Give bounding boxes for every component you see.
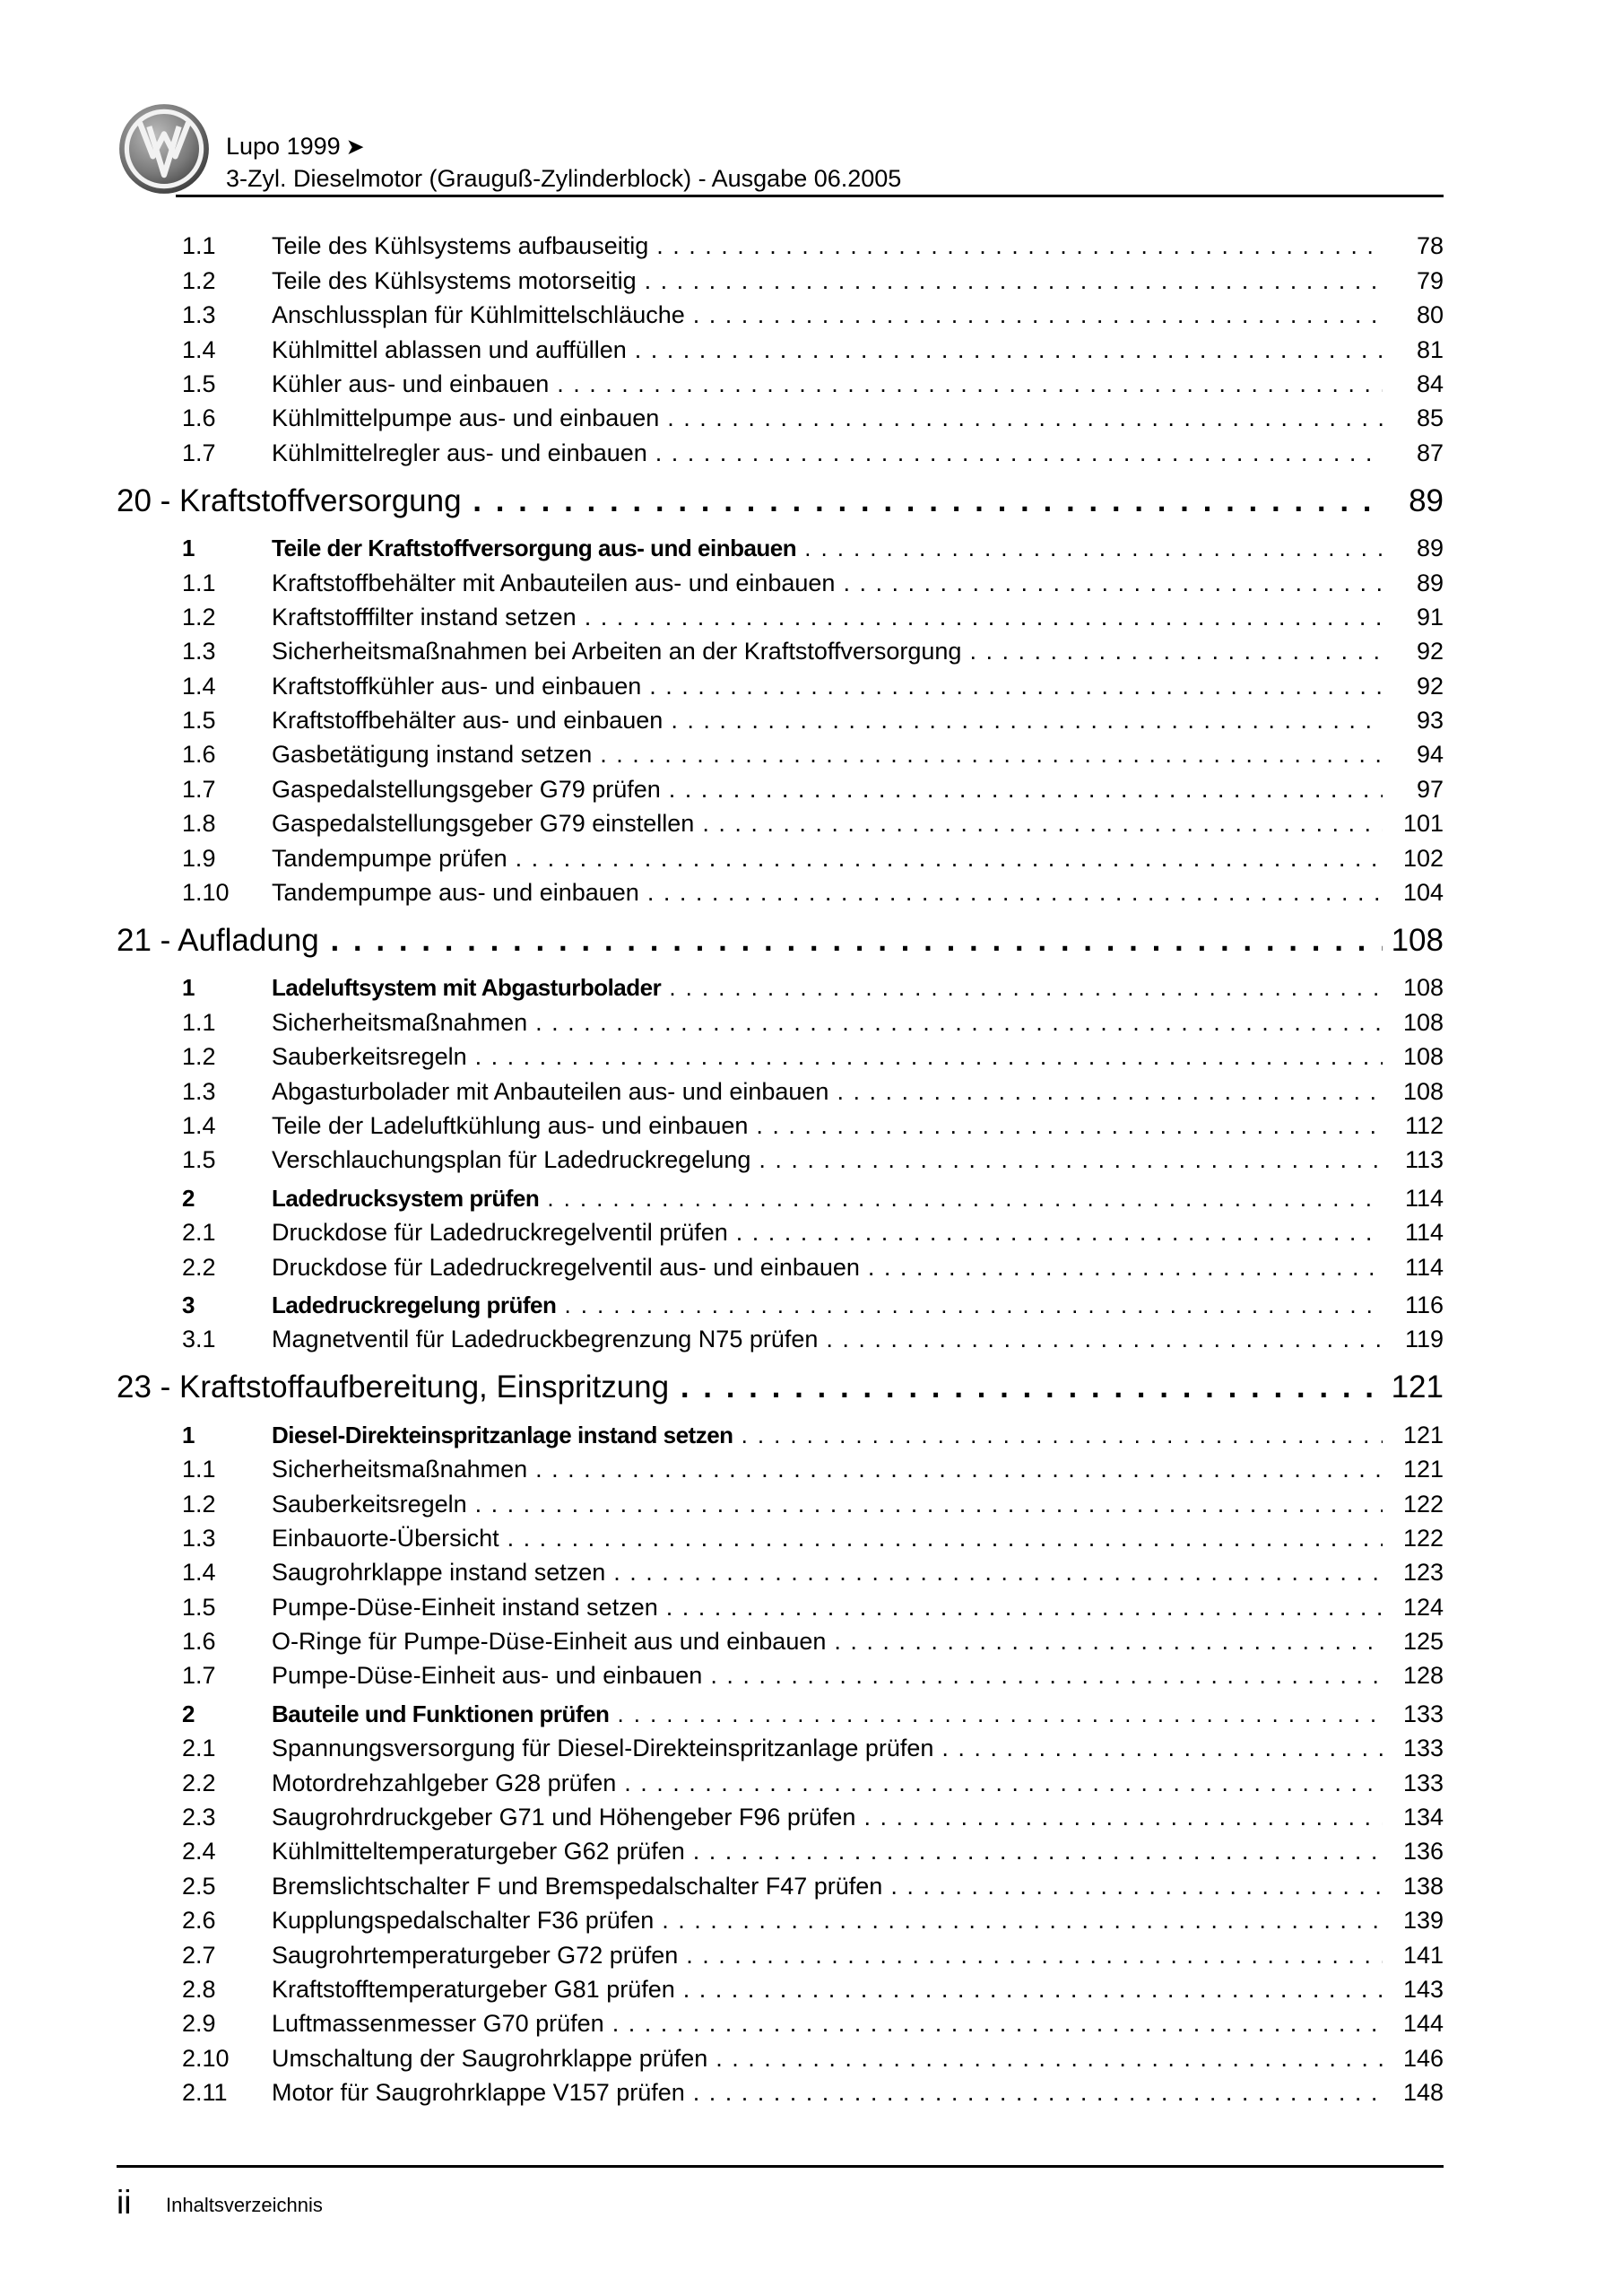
toc-entry-page[interactable]: 114 [1404,1184,1444,1212]
toc-entry-page[interactable]: 143 [1402,1975,1444,2003]
toc-entry[interactable] [117,1005,1444,1039]
toc-chapter-page[interactable]: 89 [1409,483,1444,518]
toc-entry-title[interactable]: Einbauorte-Übersicht . . . [272,1525,1383,1552]
toc-entry-page[interactable]: 80 [1416,301,1444,329]
toc-section[interactable] [117,1697,1444,1731]
toc-entry[interactable] [117,807,1444,841]
toc-section[interactable] [117,1181,1444,1215]
toc-entry-title[interactable]: Sicherheitsmaßnahmen . . . [272,1009,1383,1036]
toc-entry-page[interactable]: 102 [1402,844,1444,872]
toc-entry[interactable] [117,1109,1444,1144]
toc-section[interactable] [117,1289,1444,1323]
toc-entry-title[interactable]: Diesel-Direkteinspritzanlage instand setzen . . . [272,1422,1383,1448]
toc-entry-title[interactable]: Gaspedalstellungsgeber G79 prüfen . . . [272,776,1383,803]
toc-entry-page[interactable]: 114 [1404,1219,1444,1247]
toc-entry-title[interactable]: Kraftstoffbehälter aus- und einbauen . . . [272,707,1383,734]
toc-entry-number: 1.2 [182,266,216,294]
toc-entry-page[interactable]: 133 [1402,1700,1444,1727]
toc-entry-number: 1.7 [182,1662,216,1690]
toc-entry-number: 1.5 [182,370,216,397]
toc-entry-page[interactable]: 97 [1416,775,1444,803]
toc-entry[interactable] [117,601,1444,635]
toc-entry-page[interactable]: 84 [1416,370,1444,397]
toc-entry-title[interactable]: Bauteile und Funktionen prüfen . . . [272,1700,1383,1727]
toc-entry[interactable] [117,1487,1444,1521]
toc-entry-title[interactable]: Kraftstoffkühler aus- und einbauen . . . [272,673,1383,700]
toc-entry-page[interactable]: 78 [1416,232,1444,260]
toc-entry-number: 1.5 [182,1146,216,1174]
toc-entry-page[interactable]: 146 [1402,2044,1444,2072]
toc-entry[interactable] [117,1040,1444,1074]
toc-entry[interactable] [117,566,1444,600]
toc-entry-page[interactable]: 148 [1402,2079,1444,2107]
toc-entry[interactable] [117,1766,1444,1800]
toc-entry-title[interactable]: Kühlmitteltemperaturgeber G62 prüfen . . . [272,1838,1383,1865]
toc-entry-title[interactable]: Kühlmittel ablassen und auffüllen . . . [272,336,1383,363]
toc-entry-title[interactable]: Kraftstofffilter instand setzen . . . [272,604,1383,631]
footer-page-number: ii [117,2184,132,2221]
toc-entry-page[interactable]: 108 [1402,974,1444,1002]
toc-entry-page[interactable]: 114 [1404,1253,1444,1281]
toc-entry-number: 1.1 [182,232,216,260]
toc-chapter-title[interactable]: 20 - Kraftstoffversorgung . . . [117,483,1383,519]
toc-entry-number: 2.6 [182,1907,216,1935]
toc-entry-page[interactable]: 121 [1402,1456,1444,1483]
toc-entry-page[interactable]: 122 [1402,1524,1444,1552]
toc-entry-page[interactable]: 101 [1402,810,1444,838]
toc-entry-number: 1 [182,974,195,1002]
toc-entry-number: 1.6 [182,741,216,769]
toc-entry-page[interactable]: 121 [1402,1421,1444,1448]
footer-label: Inhaltsverzeichnis [166,2194,323,2216]
toc-entry-title[interactable]: Sicherheitsmaßnahmen bei Arbeiten an der Kraftstoffversorgung . . . [272,638,1383,665]
toc-entry[interactable] [117,1659,1444,1693]
toc-entry-number: 2.1 [182,1219,216,1247]
toc-entry-number: 2.1 [182,1735,216,1762]
toc-entry-title[interactable]: Anschlussplan für Kühlmittelschläuche . . . [272,301,1383,328]
toc-entry-page[interactable]: 92 [1416,672,1444,700]
toc-entry[interactable] [117,841,1444,875]
toc-entry[interactable] [117,738,1444,772]
toc-entry-page[interactable]: 122 [1402,1490,1444,1518]
toc-entry-page[interactable]: 94 [1416,741,1444,769]
toc-entry-number: 2.7 [182,1941,216,1969]
toc-entry[interactable] [117,368,1444,402]
toc-chapter-title[interactable]: 23 - Kraftstoffaufbereitung, Einspritzung . . . [117,1370,1383,1405]
toc-entry[interactable] [117,1144,1444,1178]
toc-entry-page[interactable]: 125 [1402,1628,1444,1656]
toc-entry[interactable] [117,876,1444,910]
toc-entry-title[interactable]: Motordrehzahlgeber G28 prüfen . . . [272,1770,1383,1796]
toc-entry-number: 1.10 [182,879,230,907]
toc-entry-title[interactable]: Tandempumpe prüfen . . . [272,845,1383,872]
toc-entry-page[interactable]: 134 [1402,1804,1444,1831]
toc-entry-page[interactable]: 113 [1404,1146,1444,1174]
toc-entry-number: 1.1 [182,1008,216,1036]
toc-entry-title[interactable]: Kraftstofftemperaturgeber G81 prüfen . . . [272,1976,1383,2003]
toc-entry-number: 1.2 [182,603,216,631]
toc-entry-number: 1.4 [182,1559,216,1587]
toc-entry[interactable] [117,1938,1444,1972]
toc-entry-title[interactable]: Kraftstoffbehälter mit Anbauteilen aus- und einbauen . . . [272,570,1383,596]
toc-chapter[interactable] [117,471,1444,528]
vw-logo-icon [117,102,211,196]
toc-entry[interactable] [117,669,1444,703]
toc-entry-number: 2.3 [182,1804,216,1831]
header-subtitle: 3-Zyl. Dieselmotor (Grauguß-Zylinderblock) - Ausgabe 06.2005 [226,165,902,192]
toc-entry[interactable] [117,2007,1444,2041]
toc-entry-title[interactable]: O-Ringe für Pumpe-Düse-Einheit aus und einbauen . . . [272,1628,1383,1655]
toc-entry[interactable] [117,1590,1444,1624]
toc-entry-page[interactable]: 87 [1416,439,1444,466]
toc-entry-page[interactable]: 133 [1402,1769,1444,1796]
header-model-text: Lupo 1999 [226,133,341,160]
toc-entry-page[interactable]: 93 [1416,707,1444,735]
toc-entry[interactable] [117,635,1444,669]
arrow-icon: ➤ [345,135,365,160]
toc-entry-number: 1.3 [182,301,216,329]
toc-entry-page[interactable]: 138 [1402,1872,1444,1900]
toc-entry-title[interactable]: Ladedruckregelung prüfen . . . [272,1292,1383,1318]
toc-entry-title[interactable]: Motor für Saugrohrklappe V157 prüfen . . . [272,2079,1383,2106]
toc-entry-title[interactable]: Teile der Kraftstoffversorgung aus- und einbauen . . . [272,535,1383,561]
toc-section[interactable] [117,971,1444,1005]
toc-chapter-page[interactable]: 121 [1391,1370,1444,1405]
toc-entry-title[interactable]: Sicherheitsmaßnahmen . . . [272,1456,1383,1483]
toc-chapter[interactable] [117,910,1444,968]
toc-entry[interactable] [117,402,1444,436]
toc-entry-page[interactable]: 104 [1402,879,1444,907]
toc-entry-number: 1 [182,535,195,562]
toc-entry-page[interactable]: 139 [1402,1907,1444,1935]
toc-entry-page[interactable]: 133 [1402,1735,1444,1762]
toc-entry[interactable] [117,704,1444,738]
toc-entry-title[interactable]: Kühlmittelregler aus- und einbauen . . . [272,439,1383,466]
toc-chapter[interactable] [117,1357,1444,1414]
toc-entry[interactable] [117,333,1444,367]
toc-entry-number: 2.5 [182,1872,216,1900]
toc-entry[interactable] [117,1323,1444,1357]
toc-entry-number: 1.3 [182,1524,216,1552]
toc-entry-page[interactable]: 108 [1402,1043,1444,1071]
header-model [226,133,365,161]
toc-entry-number: 2.2 [182,1253,216,1281]
toc-entry-number: 1.1 [182,1456,216,1483]
toc-entry-page[interactable]: 123 [1402,1559,1444,1587]
toc-entry-number: 1.6 [182,404,216,432]
toc-entry[interactable] [117,1250,1444,1284]
toc-entry[interactable] [117,2076,1444,2110]
toc-entry-title[interactable]: Druckdose für Ladedruckregelventil aus- und einbauen . . . [272,1254,1383,1281]
toc-entry-title[interactable]: Tandempumpe aus- und einbauen . . . [272,879,1383,906]
toc-entry-number: 1.9 [182,844,216,872]
toc-entry[interactable] [117,1869,1444,1903]
toc-entry[interactable] [117,772,1444,806]
toc-entry-number: 3.1 [182,1326,216,1353]
toc-entry-number: 1.2 [182,1490,216,1518]
toc-entry-page[interactable]: 119 [1404,1326,1444,1353]
toc-entry[interactable] [117,1556,1444,1590]
toc-entry-page[interactable]: 141 [1402,1941,1444,1969]
toc-entry[interactable] [117,2041,1444,2075]
toc-entry-number: 2 [182,1184,195,1212]
toc-entry[interactable] [117,230,1444,264]
toc-entry-number: 2.8 [182,1975,216,2003]
toc-entry-title[interactable]: Ladedrucksystem prüfen . . . [272,1185,1383,1212]
toc-entry-title[interactable]: Saugrohrklappe instand setzen . . . [272,1559,1383,1586]
toc-entry[interactable] [117,1453,1444,1487]
toc-entry-title[interactable]: Spannungsversorgung für Diesel-Direkteinspritzanlage prüfen . . . [272,1735,1383,1761]
toc-entry-number: 1.5 [182,1593,216,1621]
toc-chapter-title[interactable]: 21 - Aufladung . . . [117,923,1383,959]
toc-entry[interactable] [117,1835,1444,1869]
toc-entry[interactable] [117,299,1444,333]
toc-entry-page[interactable]: 116 [1404,1291,1444,1318]
toc-entry-page[interactable]: 89 [1416,569,1444,596]
toc-entry-number: 1.3 [182,1077,216,1105]
toc-entry-title[interactable]: Teile des Kühlsystems motorseitig . . . [272,267,1383,294]
footer-divider [117,2165,1444,2168]
toc-entry-number: 1.2 [182,1043,216,1071]
toc-entry-page[interactable]: 92 [1416,638,1444,665]
toc-entry-number: 1.8 [182,810,216,838]
toc-entry-title[interactable]: Gasbetätigung instand setzen . . . [272,741,1383,768]
toc-entry-number: 1.7 [182,775,216,803]
toc-entry-number: 1.6 [182,1628,216,1656]
toc-entry-page[interactable]: 112 [1404,1111,1444,1139]
toc-entry-number: 1.4 [182,672,216,700]
toc-entry-page[interactable]: 89 [1416,535,1444,562]
toc-entry-number: 3 [182,1291,195,1318]
toc-entry-number: 2.10 [182,2044,230,2072]
toc-entry-number: 1.3 [182,638,216,665]
toc-entry[interactable] [117,1074,1444,1109]
toc-entry-title[interactable]: Umschaltung der Saugrohrklappe prüfen . . . [272,2045,1383,2072]
toc-entry[interactable] [117,1904,1444,1938]
toc-chapter-page[interactable]: 108 [1391,923,1444,959]
toc-entry-title[interactable]: Kühlmittelpumpe aus- und einbauen . . . [272,404,1383,431]
toc-entry-number: 2.9 [182,2010,216,2038]
toc-entry[interactable] [117,1801,1444,1835]
toc-entry-page[interactable]: 108 [1402,1077,1444,1105]
toc-entry-page[interactable]: 81 [1416,335,1444,363]
toc-entry[interactable] [117,1625,1444,1659]
toc-entry-page[interactable]: 144 [1402,2010,1444,2038]
toc-entry-page[interactable]: 108 [1402,1008,1444,1036]
toc-entry-title[interactable]: Sauberkeitsregeln . . . [272,1491,1383,1518]
toc-entry[interactable] [117,1973,1444,2007]
toc-entry[interactable] [117,1522,1444,1556]
toc-entry-title[interactable]: Luftmassenmesser G70 prüfen . . . [272,2010,1383,2037]
toc-entry-title[interactable]: Magnetventil für Ladedruckbegrenzung N75 prüfen . . . [272,1326,1383,1352]
toc-entry-title[interactable]: Abgasturbolader mit Anbauteilen aus- und einbauen . . . [272,1078,1383,1105]
header-divider [176,195,1444,197]
toc-entry-number: 1.4 [182,335,216,363]
toc-entry-page[interactable]: 91 [1416,603,1444,631]
toc-entry-title[interactable]: Saugrohrdruckgeber G71 und Höhengeber F96 prüfen . . . [272,1804,1383,1831]
toc-entry[interactable] [117,436,1444,470]
toc-entry-title[interactable]: Saugrohrtemperaturgeber G72 prüfen . . . [272,1942,1383,1969]
toc-entry[interactable] [117,1732,1444,1766]
toc-entry-number: 1.7 [182,439,216,466]
toc-entry-title[interactable]: Sauberkeitsregeln . . . [272,1043,1383,1070]
toc-entry-page[interactable]: 79 [1416,266,1444,294]
toc-entry-title[interactable]: Teile der Ladeluftkühlung aus- und einbauen . . . [272,1112,1383,1139]
toc-entry-title[interactable]: Teile des Kühlsystems aufbauseitig . . . [272,232,1383,259]
toc-entry-number: 2.4 [182,1838,216,1866]
toc-section[interactable] [117,532,1444,566]
toc-entry-title[interactable]: Gaspedalstellungsgeber G79 einstellen . . . [272,810,1383,837]
toc-entry-number: 1 [182,1421,195,1448]
toc-entry[interactable] [117,1216,1444,1250]
toc-entry-number: 2.2 [182,1769,216,1796]
toc-entry-number: 2.11 [182,2079,228,2107]
toc-section[interactable] [117,1418,1444,1452]
toc-entry-title[interactable]: Kupplungspedalschalter F36 prüfen . . . [272,1907,1383,1934]
toc-entry-page[interactable]: 85 [1416,404,1444,432]
toc-entry-title[interactable]: Ladeluftsystem mit Abgasturbolader . . . [272,974,1383,1001]
toc-entry-title[interactable]: Pumpe-Düse-Einheit instand setzen . . . [272,1594,1383,1621]
toc-entry-page[interactable]: 136 [1402,1838,1444,1866]
toc-entry-title[interactable]: Druckdose für Ladedruckregelventil prüfen . . . [272,1219,1383,1246]
toc-entry-number: 1.4 [182,1111,216,1139]
toc-entry[interactable] [117,264,1444,298]
toc-entry-title[interactable]: Bremslichtschalter F und Bremspedalschalter F47 prüfen . . . [272,1873,1383,1900]
toc-entry-title[interactable]: Verschlauchungsplan für Ladedruckregelung . . . [272,1146,1383,1173]
table-of-contents [117,230,1444,2110]
toc-entry-number: 1.5 [182,707,216,735]
toc-entry-title[interactable]: Kühler aus- und einbauen . . . [272,370,1383,397]
toc-entry-title[interactable]: Pumpe-Düse-Einheit aus- und einbauen . . . [272,1662,1383,1689]
toc-entry-number: 1.1 [182,569,216,596]
toc-entry-page[interactable]: 124 [1402,1593,1444,1621]
toc-entry-number: 2 [182,1700,195,1727]
toc-entry-page[interactable]: 128 [1402,1662,1444,1690]
